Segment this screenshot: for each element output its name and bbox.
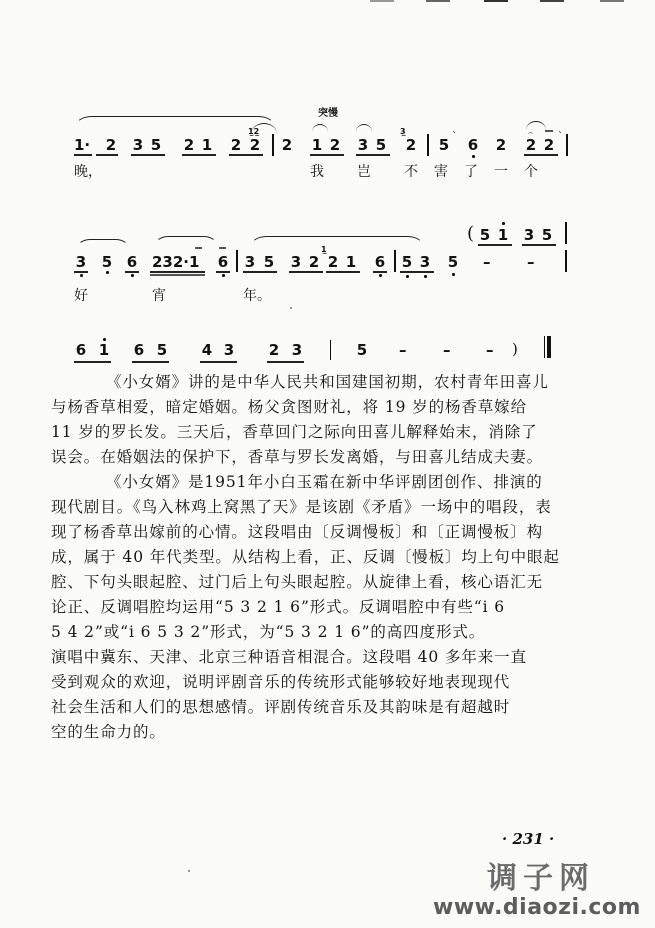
note: 1: [311, 136, 323, 154]
lyric: 年。: [243, 288, 271, 304]
phrase-slur: [250, 236, 424, 247]
grace-note: 1̲: [321, 245, 327, 254]
underline: [132, 361, 169, 363]
grace-note: 1̲2̲: [248, 127, 260, 136]
note: 5: [156, 341, 168, 359]
low-octave-dot: [80, 274, 83, 277]
extension-dash: –: [486, 341, 494, 359]
low-octave-dot: [452, 273, 455, 276]
note: 5: [447, 253, 459, 271]
paragraph-2-cont: [51, 495, 595, 745]
text-line: 《小女婿》是1951年小白玉霜在新中华评剧团创作、排演的: [106, 473, 543, 491]
paragraph-1: [75, 370, 595, 395]
note: 2: [525, 136, 537, 154]
barline: [394, 250, 396, 272]
underline: [74, 271, 88, 273]
note: 3: [357, 136, 369, 154]
glide-mark: ˋ: [452, 131, 457, 142]
slur: [155, 236, 217, 245]
lyric: 一: [494, 164, 508, 180]
note: 6: [133, 341, 145, 359]
low-octave-dot: [424, 275, 427, 278]
note: 1: [345, 253, 357, 271]
note: 5: [438, 136, 450, 154]
note: 6: [126, 253, 138, 271]
text-line: 成，属于 40 年代类型。从结构上看，正、反调〔慢板〕均上句中眼起: [51, 548, 560, 566]
lyric: 个: [524, 164, 538, 180]
low-octave-dot: [222, 274, 225, 277]
note: 2: [281, 136, 293, 154]
lyric: 了: [464, 164, 478, 180]
note: 2: [405, 136, 417, 154]
note: 3: [419, 253, 431, 271]
low-octave-dot: [472, 155, 475, 158]
text-line: 社会生活和人们的思想感情。评剧传统音乐及其韵味是有超越时: [51, 698, 511, 716]
note: 5: [150, 136, 162, 154]
note: 3: [291, 341, 303, 359]
text-line: 误会。在婚姻法的保护下，香草与罗长发离婚，与田喜儿结成夫妻。: [51, 448, 544, 466]
underline: [356, 154, 390, 156]
lyric: 晚，: [74, 164, 102, 180]
underline: [125, 271, 139, 273]
edge-mark: [370, 0, 394, 2]
text-line: 现了杨香草出嫁前的心情。这段唱由〔反调慢板〕和〔正调慢板〕构: [51, 523, 544, 541]
lyric: 好: [74, 288, 88, 304]
underline: [96, 154, 118, 156]
barline: [330, 340, 331, 360]
note: 5: [375, 136, 387, 154]
text-line: 与杨香草相爱，暗定婚姻。杨父贪图财礼，将 19 岁的杨香草嫁给: [51, 398, 527, 416]
underline: [524, 154, 558, 156]
underline: [182, 154, 216, 156]
note: 3: [223, 341, 235, 359]
note: 2: [543, 136, 555, 154]
overline: [195, 247, 202, 249]
edge-mark: [484, 0, 508, 2]
underline: [229, 154, 263, 156]
phrase-slur: [75, 116, 275, 127]
underline: [478, 244, 512, 246]
scan-speck: [188, 870, 190, 872]
note: 3: [75, 253, 87, 271]
barline: [236, 250, 238, 272]
commentary-text: [51, 370, 595, 745]
text-line: 受到观众的欢迎，说明评剧音乐的传统形式能够较好地表现现代: [51, 673, 511, 691]
note: 4: [201, 341, 213, 359]
note: 1: [98, 341, 110, 359]
paragraph-2: [75, 470, 595, 495]
note: 5: [541, 226, 553, 244]
overline: [545, 130, 553, 132]
note: 5: [101, 253, 113, 271]
final-barline-thin: [544, 336, 545, 358]
underline: [326, 271, 360, 273]
low-octave-dot: [131, 274, 134, 277]
edge-mark: [540, 0, 564, 2]
extension-dash: –: [483, 253, 491, 271]
lyric: 不: [404, 164, 418, 180]
low-octave-dot: [406, 275, 409, 278]
text-line: 空的生命力的。: [51, 723, 166, 741]
note: 2: [327, 253, 339, 271]
grace-note: 3̲: [400, 127, 406, 136]
note: 3: [132, 136, 144, 154]
note: 1: [497, 226, 509, 244]
watermark-url: www.diaozi.com: [433, 895, 641, 920]
lyric: 宵: [152, 288, 166, 304]
underline: [131, 154, 165, 156]
note-group: 232·1: [152, 253, 200, 271]
text-line: 现代剧目。《鸟入林鸡上窝黑了天》是该剧《矛盾》一场中的唱段，表: [51, 498, 552, 516]
top-edge-marks: [0, 0, 655, 6]
extension-dash: –: [443, 341, 451, 359]
note: 2: [268, 341, 280, 359]
underline: [373, 271, 387, 273]
final-barline-thick: [547, 336, 551, 358]
note: 6: [75, 341, 87, 359]
slur: [356, 124, 372, 132]
underline: [522, 244, 556, 246]
underline: [243, 271, 277, 273]
note: 6: [467, 136, 479, 154]
paragraph-1-cont: [51, 395, 595, 470]
edge-mark: [600, 0, 624, 2]
text-line: 5 4 2”或“i 6 5 3 2”形式，为“5 3 2 1 6”的高四度形式。: [51, 623, 486, 641]
note: 2: [495, 136, 507, 154]
note: 1: [201, 136, 213, 154]
note: 2: [308, 253, 320, 271]
page-number: · 231 ·: [502, 830, 555, 848]
underline: [216, 271, 230, 273]
fermata-mark: ⌢: [528, 128, 534, 137]
underline: [74, 154, 92, 156]
note: 2: [249, 136, 261, 154]
note: 5: [356, 341, 368, 359]
text-line: 腔、下句头眼起腔、过门后上句头眼起腔。从旋律上看，核心语汇无: [51, 573, 544, 591]
barline: [427, 134, 429, 156]
barline: [565, 222, 567, 244]
slur: [77, 239, 129, 248]
edge-mark: [426, 0, 450, 2]
extension-dash: –: [399, 341, 407, 359]
text-line: 11 岁的罗长发。三天后，香草回门之际向田喜儿解释始末，消除了: [51, 423, 538, 441]
overline: [219, 247, 226, 249]
note: 3: [244, 253, 256, 271]
note: 5: [263, 253, 275, 271]
note: 3: [290, 253, 302, 271]
close-paren: ): [512, 340, 518, 358]
note: 5: [479, 226, 491, 244]
underline: [150, 271, 205, 273]
lyric: 岂: [357, 164, 371, 180]
extension-dash: –: [527, 253, 535, 271]
underline: [200, 361, 237, 363]
glide-mark: ˋ: [558, 131, 563, 142]
text-line: 《小女婿》讲的是中华人民共和国建国初期，农村青年田喜儿: [106, 373, 549, 391]
low-octave-dot: [379, 274, 382, 277]
underline: [267, 361, 304, 363]
underline: [74, 361, 111, 363]
lyric: 我: [310, 164, 324, 180]
lyric: 害: [434, 164, 448, 180]
text-line: 论正、反调唱腔均运用“5 3 2 1 6”形式。反调唱腔中有些“i 6: [51, 598, 506, 616]
note: 5: [401, 253, 413, 271]
note: 2: [230, 136, 242, 154]
tempo-marking: 突慢: [318, 108, 338, 119]
slur: [312, 124, 328, 132]
underline: [400, 271, 434, 273]
watermark-title: 调子网: [487, 861, 595, 896]
barline: [566, 134, 568, 156]
note: 6: [217, 253, 229, 271]
low-octave-dot: [106, 271, 109, 274]
note: 1·: [74, 136, 91, 154]
underline: [150, 274, 205, 276]
high-octave-dot: [502, 222, 505, 225]
open-paren: (: [467, 223, 475, 244]
note: 2: [105, 136, 117, 154]
underline: [289, 271, 323, 273]
note: 6: [374, 253, 386, 271]
note: 3: [523, 226, 535, 244]
note: 2: [329, 136, 341, 154]
barline: [565, 250, 567, 272]
text-line: 演唱中冀东、天津、北京三种语音相混合。这段唱 40 多年来一直: [51, 648, 527, 666]
underline: [310, 154, 344, 156]
barline: [272, 134, 274, 156]
scan-speck: [290, 307, 292, 309]
high-octave-dot: [103, 338, 106, 341]
note: 2: [183, 136, 195, 154]
